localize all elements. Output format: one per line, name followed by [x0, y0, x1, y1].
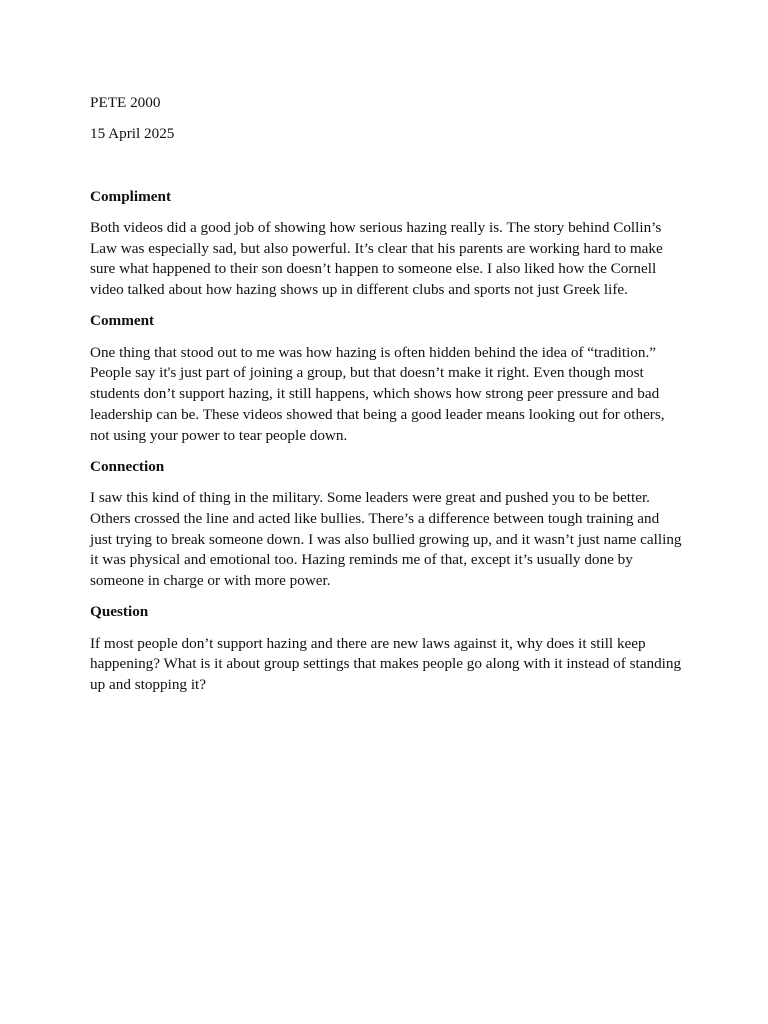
section-heading-compliment: Compliment	[90, 187, 171, 205]
section-body-connection: I saw this kind of thing in the military. Some leaders were great and pushed you to be better. Others crossed the line and acted like bullies. There’s a difference between tough training and just trying to break someone down. I was also bullied growing up, and it wasn’t just name calling it was physical and emotional too. Hazing reminds me of that, except it’s usually done by someone in charge or with more power.	[90, 489, 682, 590]
section-heading-comment: Comment	[90, 312, 155, 330]
section-question	[90, 602, 682, 696]
section-body-compliment: Both videos did a good job of showing how serious hazing really is. The story behind Collin’s Law was especially sad, but also powerful. It’s clear that his parents are working hard to make sure what happened to their son doesn’t happen to someone else. I also liked how the Cornell video talked about how hazing shows up in different clubs and sports not just Greek life.	[90, 218, 663, 299]
document-page	[90, 93, 682, 706]
course-code: PETE 2000	[90, 94, 161, 111]
section-compliment	[90, 187, 682, 301]
document-date: 15 April 2025	[90, 125, 175, 143]
section-heading-connection: Connection	[90, 457, 165, 475]
section-heading-question: Question	[90, 603, 149, 621]
section-body-question: If most people don’t support hazing and there are new laws against it, why does it still keep happening? What is it about group settings that makes people go along with it instead of standing up and stopping it?	[90, 634, 682, 694]
section-connection	[90, 457, 682, 592]
section-comment	[90, 311, 682, 446]
section-body-comment: One thing that stood out to me was how hazing is often hidden behind the idea of “tradition.” People say it's just part of joining a group, but that doesn’t make it right. Even though most students don’t support hazing, it still happens, which shows how strong peer pressure and bad leadership can be. These videos showed that being a good leader means looking out for others, not using your power to tear people down.	[90, 343, 665, 444]
header-spacer	[90, 155, 682, 186]
